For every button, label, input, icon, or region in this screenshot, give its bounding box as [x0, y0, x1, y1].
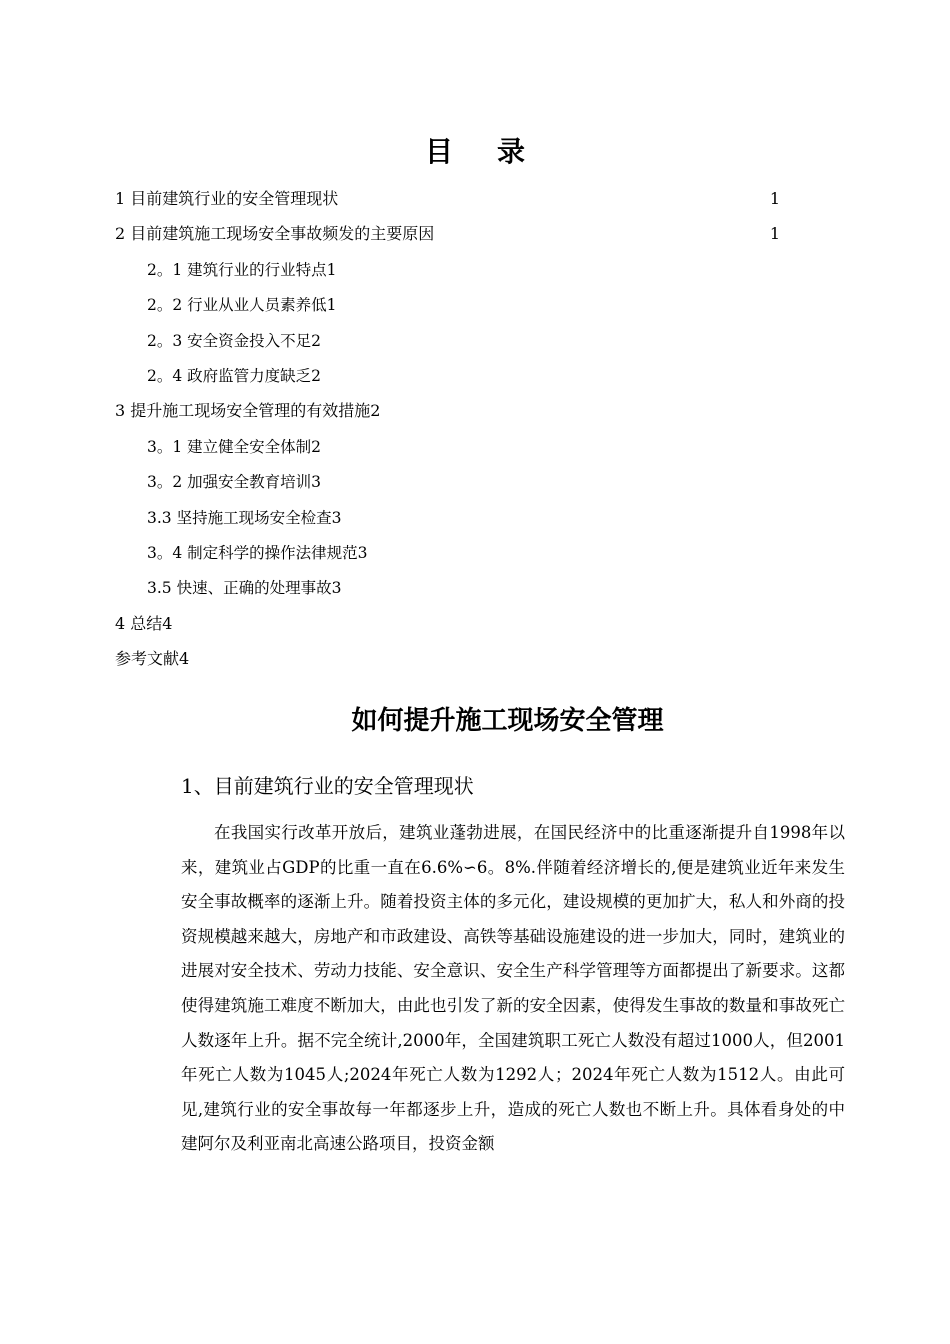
toc-entry-label: 2 目前建筑施工现场安全事故频发的主要原因 — [115, 224, 435, 244]
toc-page-number: 1 — [769, 224, 780, 244]
toc-entry-label: 2。1 建筑行业的行业特点 — [147, 260, 327, 279]
toc-entry-label: 参考文献 — [115, 649, 180, 669]
toc-entry[interactable] — [115, 538, 795, 573]
toc-entry-label: 3.5 快速、正确的处理事故 — [147, 579, 332, 598]
toc-page-number: 1 — [326, 296, 337, 315]
toc-page-number: 1 — [769, 189, 780, 208]
toc-page-number: 2 — [370, 401, 381, 421]
toc-entry-label: 3。4 制定科学的操作法律规范 — [147, 543, 358, 562]
toc-page-number: 1 — [326, 260, 337, 279]
toc-entry[interactable] — [115, 432, 795, 467]
toc-page-number: 3 — [311, 473, 322, 492]
document-title: 如何提升施工现场安全管理 — [351, 706, 664, 736]
toc-entry-label: 2。3 安全资金投入不足 — [147, 331, 312, 350]
toc-page-number: 2 — [311, 437, 322, 456]
toc-entry[interactable] — [115, 396, 795, 431]
section-heading: 1、目前建筑行业的安全管理现状 — [181, 774, 474, 798]
toc-entry[interactable] — [115, 255, 795, 290]
toc-entry-label: 3。2 加强安全教育培训 — [147, 473, 312, 492]
toc-entry[interactable] — [115, 573, 795, 608]
table-of-contents — [115, 184, 795, 679]
toc-entry-label: 2。4 政府监管力度缺乏 — [147, 366, 312, 385]
body-text — [181, 816, 845, 1162]
toc-title — [0, 130, 950, 170]
toc-page-number: 3 — [331, 508, 342, 527]
toc-title-char: 目 — [424, 135, 453, 168]
toc-entry[interactable] — [115, 609, 795, 644]
toc-entry[interactable] — [115, 184, 795, 219]
body-paragraph: 在我国实行改革开放后，建筑业蓬勃进展，在国民经济中的比重逐渐提升自1998年以来，建筑业占GDP的比重一直在6.6%∽6。8%.伴随着经济增长的,便是建筑业近年来发生安全事故概率的逐渐上升。随着投资主体的多元化，建设规模的更加扩大，私人和外商的投资规模越来越大，房地产和市政建设、高铁等基础设施建设的进一步加大，同时，建筑业的进展对安全技术、劳动力技能、安全意识、安全生产科学管理等方面都提出了新要求。这都使得建筑施工难度不断加大，由此也引发了新的安全因素，使得发生事故的数量和事故死亡人数逐年上升。据不完全统计,2000年，全国建筑职工死亡人数没有超过1000人，但2001年死亡人数为1045人;2024年死亡人数为1292人；2024年死亡人数为1512人。由此可见,建筑行业的安全事故每一年都逐步上升，造成的死亡人数也不断上升。具体看身处的中建阿尔及利亚南北高速公路项目，投资金额 — [181, 823, 845, 1154]
toc-page-number: 3 — [357, 543, 368, 562]
toc-page-number: 2 — [311, 331, 322, 350]
toc-entry[interactable] — [115, 326, 795, 361]
toc-entry-label: 3。1 建立健全安全体制 — [147, 437, 312, 456]
toc-page-number: 4 — [179, 649, 190, 669]
toc-entry[interactable] — [115, 644, 795, 679]
toc-entry-label: 4 总结 — [115, 613, 163, 633]
toc-entry[interactable] — [115, 467, 795, 502]
toc-page-number: 3 — [331, 579, 342, 598]
toc-entry-label: 1 目前建筑行业的安全管理现状 — [115, 189, 339, 208]
toc-entry[interactable] — [115, 361, 795, 396]
toc-page-number: 4 — [162, 613, 173, 633]
toc-entry-label: 3 提升施工现场安全管理的有效措施 — [115, 401, 371, 421]
toc-entry[interactable] — [115, 503, 795, 538]
toc-entry-label: 2。2 行业从业人员素养低 — [147, 296, 327, 315]
toc-entry[interactable] — [115, 290, 795, 325]
toc-page-number: 2 — [311, 366, 322, 385]
toc-entry[interactable] — [115, 219, 795, 254]
toc-entry-label: 3.3 坚持施工现场安全检查 — [147, 508, 332, 527]
toc-title-char: 录 — [497, 135, 526, 168]
